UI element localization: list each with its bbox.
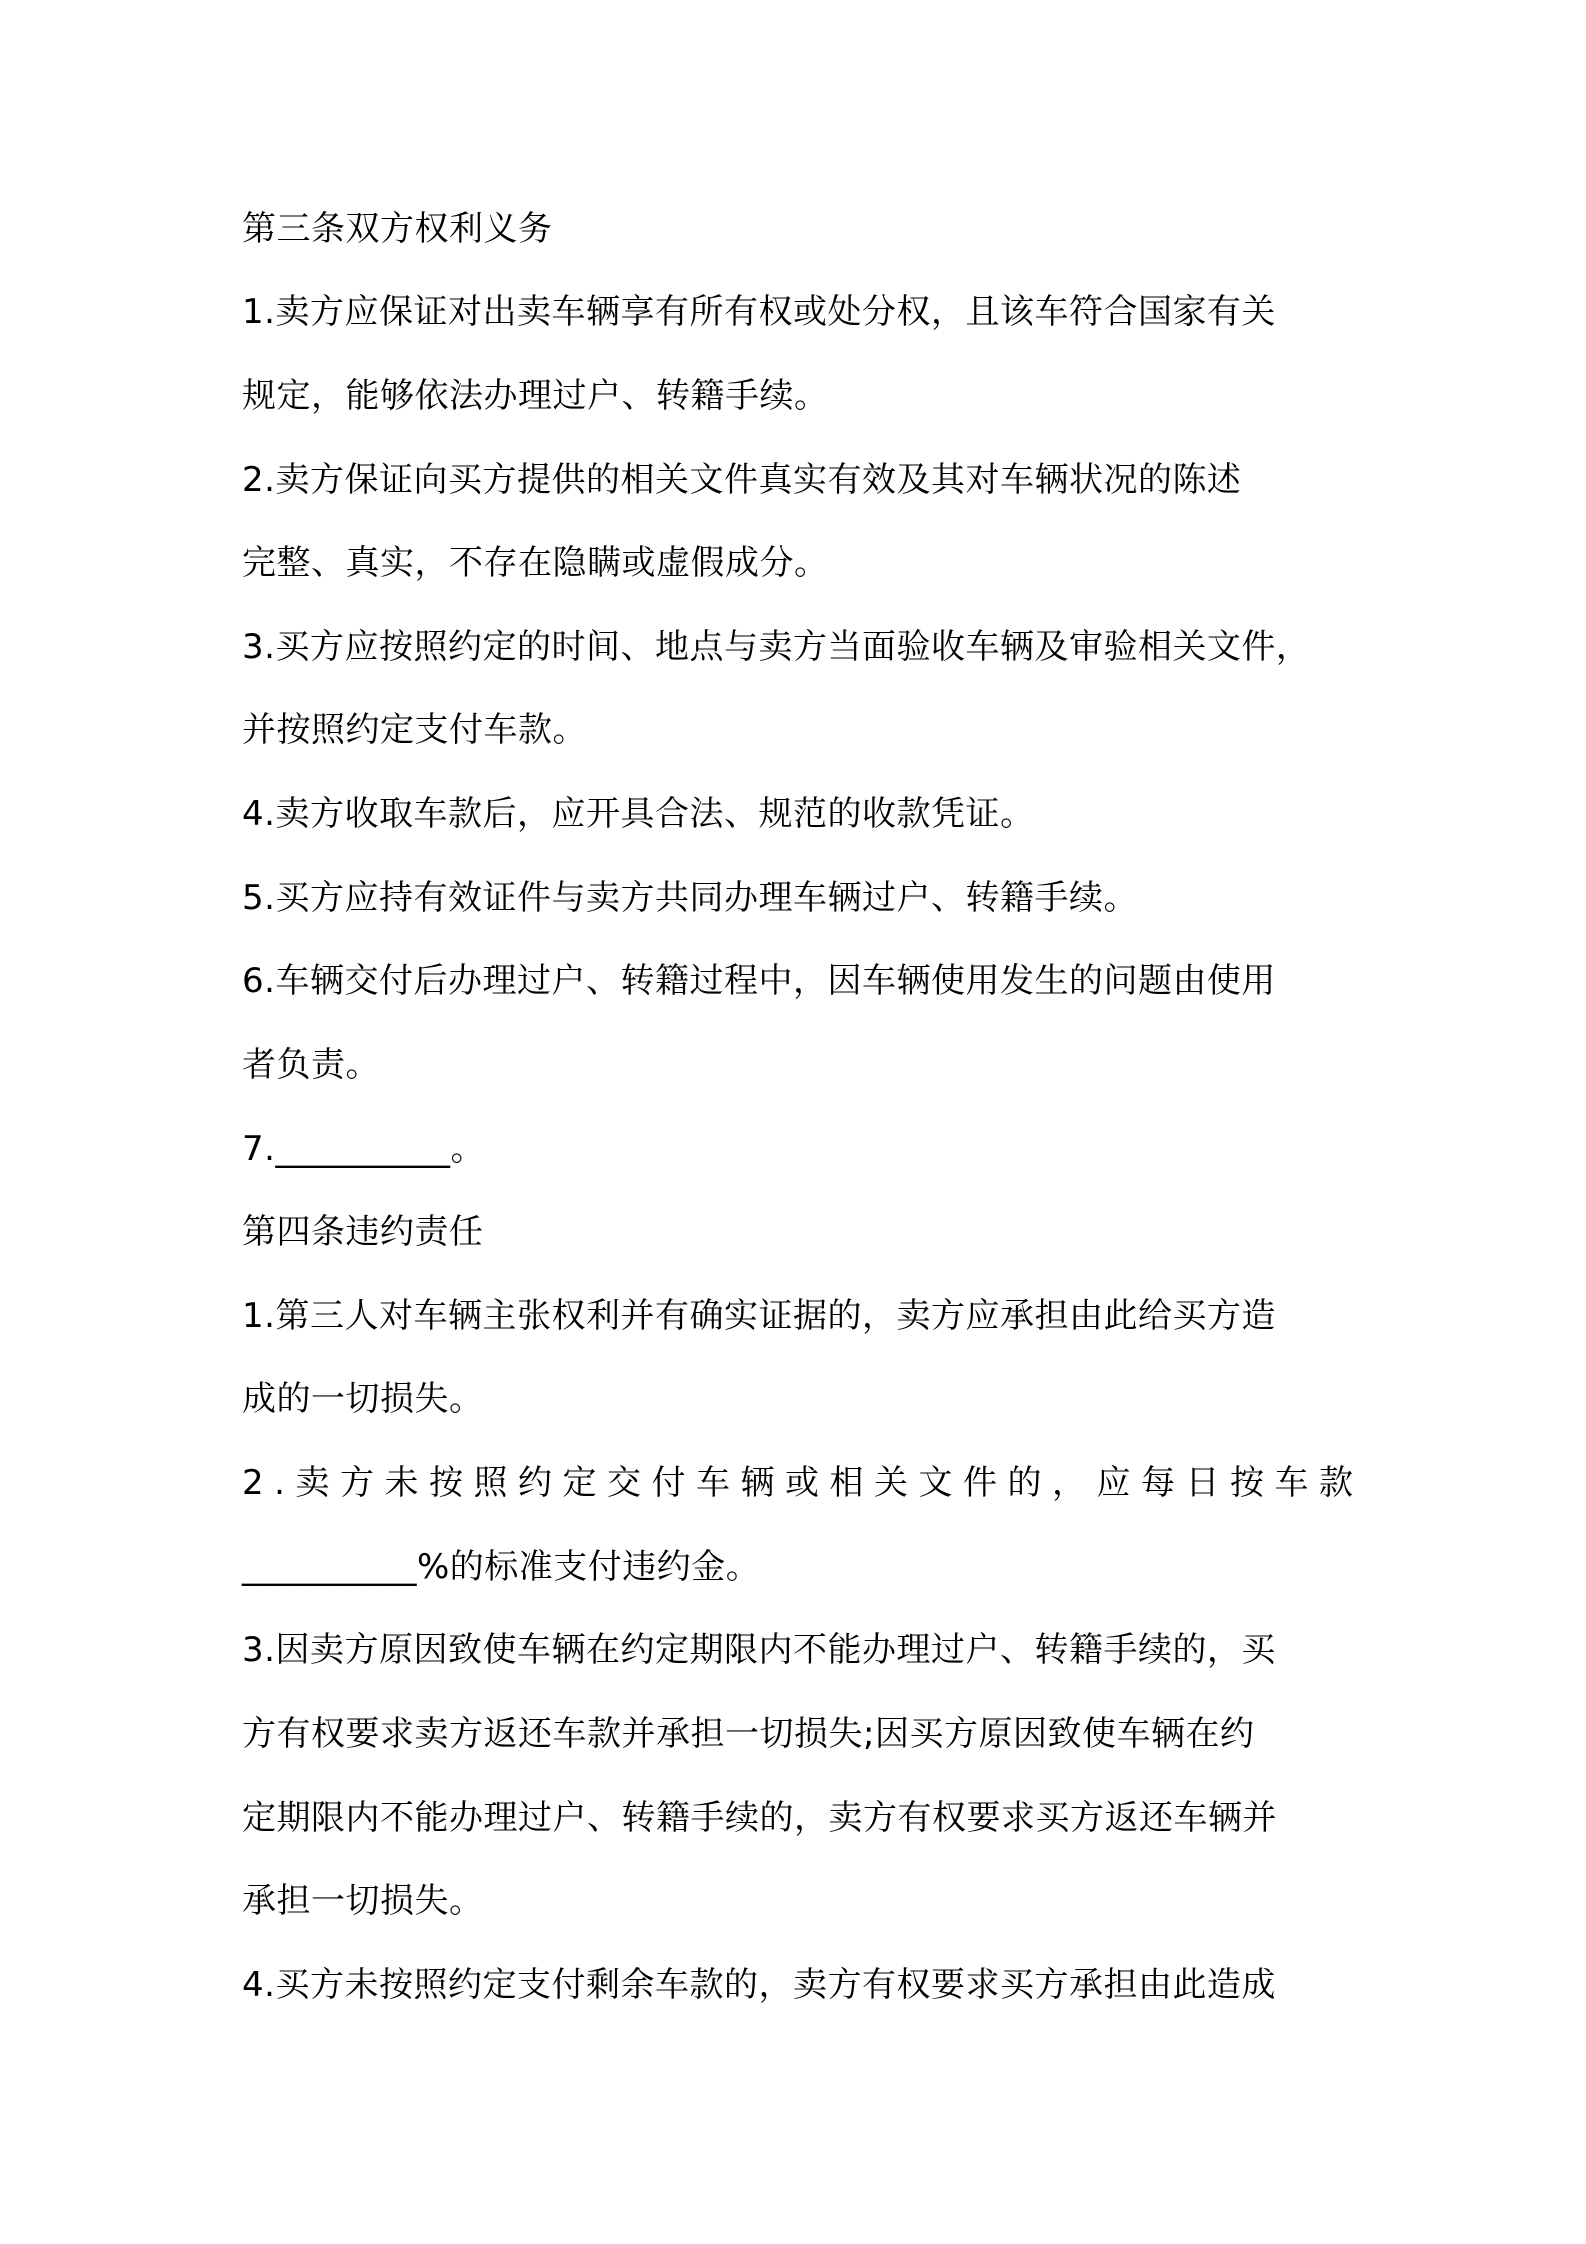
clause-3-5: 5.买方应持有效证件与卖方共同办理车辆过户、转籍手续。 (242, 878, 1138, 918)
clause-3-4: 4.卖方收取车款后，应开具合法、规范的收款凭证。 (242, 794, 1035, 834)
clause-3-1-line-2: 规定，能够依法办理过户、转籍手续。 (242, 376, 829, 416)
section-heading-4: 第四条违约责任 (242, 1212, 484, 1252)
clause-4-3-line-2: 方有权要求卖方返还车款并承担一切损失;因买方原因致使车辆在约 (242, 1714, 1255, 1754)
clause-4-3-line-3: 定期限内不能办理过户、转籍手续的，卖方有权要求买方返还车辆并 (242, 1798, 1277, 1838)
clause-3-7-blank: 7.__________。 (242, 1129, 485, 1169)
clause-3-2-line-2: 完整、真实，不存在隐瞒或虚假成分。 (242, 543, 829, 583)
clause-4-3-line-4: 承担一切损失。 (242, 1881, 484, 1921)
clause-3-1-line-1: 1.卖方应保证对出卖车辆享有所有权或处分权，且该车符合国家有关 (242, 292, 1276, 332)
clause-4-1-line-1: 1.第三人对车辆主张权利并有确实证据的，卖方应承担由此给买方造 (242, 1296, 1276, 1336)
clause-3-2-line-1: 2.卖方保证向买方提供的相关文件真实有效及其对车辆状况的陈述 (242, 460, 1242, 500)
clause-4-4-line-1: 4.买方未按照约定支付剩余车款的，卖方有权要求买方承担由此造成 (242, 1965, 1276, 2005)
clause-4-2-line-1: 2.卖方未按照约定交付车辆或相关文件的，应每日按车款 (242, 1463, 1364, 1503)
section-heading-3: 第三条双方权利义务 (242, 209, 553, 249)
clause-3-3-line-1: 3.买方应按照约定的时间、地点与卖方当面验收车辆及审验相关文件， (242, 627, 1311, 667)
clause-3-6-line-2: 者负责。 (242, 1045, 380, 1085)
clause-4-3-line-1: 3.因卖方原因致使车辆在约定期限内不能办理过户、转籍手续的，买 (242, 1630, 1276, 1670)
clause-3-6-line-1: 6.车辆交付后办理过户、转籍过程中，因车辆使用发生的问题由使用 (242, 961, 1276, 1001)
clause-3-3-line-2: 并按照约定支付车款。 (242, 710, 587, 750)
clause-4-1-line-2: 成的一切损失。 (242, 1379, 484, 1419)
clause-4-2-line-2: __________%的标准支付违约金。 (242, 1547, 761, 1587)
